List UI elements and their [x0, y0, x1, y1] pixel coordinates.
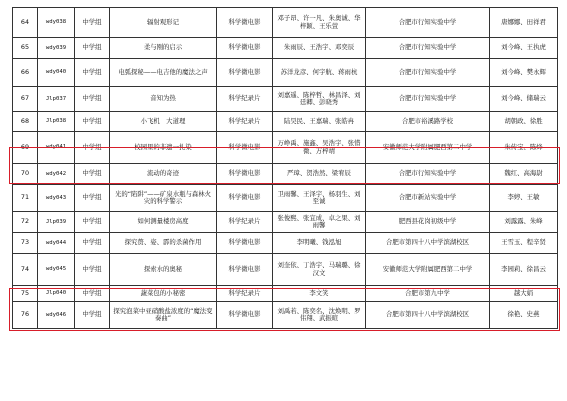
entry-code-cell: wdy043 [38, 185, 75, 212]
authors-cell: 朱雨辰、王浩宇、邓奕辰 [273, 38, 366, 59]
teachers-cell: 李婷、王敏 [490, 185, 558, 212]
work-title-cell: 校园里的非遗一扎染 [110, 132, 217, 164]
row-number-cell: 69 [13, 132, 38, 164]
table-row [13, 112, 558, 132]
entry-code-cell: wdy044 [38, 233, 75, 254]
authors-cell: 李文笑 [273, 286, 366, 302]
row-number-cell: 74 [13, 254, 38, 286]
work-title-cell: 如何测量楼房高度 [110, 212, 217, 233]
table-row [13, 233, 558, 254]
work-title-cell: 流动的奇迹 [110, 164, 217, 185]
table-row [13, 87, 558, 112]
authors-cell: 刘禹若、陈奕名、沈焕明、罗伟翔、武振暄 [273, 302, 366, 329]
work-type-cell: 科学微电影 [217, 164, 273, 185]
table-row [13, 38, 558, 59]
row-number-cell: 76 [13, 302, 38, 329]
authors-cell: 李明曦、钱泓旭 [273, 233, 366, 254]
authors-cell: 刘嘉遥、陈梓哲、林昌泽、刘廷卿、彭晓秀 [273, 87, 366, 112]
teachers-cell: 徐艳、史燕 [490, 302, 558, 329]
group-name-cell: 中学组 [75, 185, 110, 212]
group-name-cell: 中学组 [75, 59, 110, 87]
table-row [13, 286, 558, 302]
award-list-table [12, 7, 558, 329]
work-title-cell: 探究泡菜中亚硝酸盐浓度的“魔法变奏曲” [110, 302, 217, 329]
school-name-cell: 合肥市第四十八中学滨湖校区 [366, 233, 490, 254]
work-type-cell: 科学纪录片 [217, 286, 273, 302]
row-number-cell: 75 [13, 286, 38, 302]
work-type-cell: 科学纪录片 [217, 212, 273, 233]
work-title-cell: 探索水的奥秘 [110, 254, 217, 286]
group-name-cell: 中学组 [75, 164, 110, 185]
entry-code-cell: wdy038 [38, 8, 75, 38]
school-name-cell: 合肥市第九中学 [366, 286, 490, 302]
school-name-cell: 合肥市新站实验中学 [366, 185, 490, 212]
row-number-cell: 71 [13, 185, 38, 212]
school-name-cell: 肥西县花岗初级中学 [366, 212, 490, 233]
authors-cell: 苏洋龙彦、何宇航、蒋雨杭 [273, 59, 366, 87]
teachers-cell: 刘露露、朱峰 [490, 212, 558, 233]
table-row [13, 164, 558, 185]
teachers-cell: 越大娟 [490, 286, 558, 302]
group-name-cell: 中学组 [75, 112, 110, 132]
authors-cell: 卫雨馨、王泽宇、杨羽生、刘至诚 [273, 185, 366, 212]
table-row [13, 8, 558, 38]
group-name-cell: 中学组 [75, 233, 110, 254]
teachers-cell: 胡朝政、徐胜 [490, 112, 558, 132]
school-name-cell: 安徽师范大学附属肥西第二中学 [366, 254, 490, 286]
row-number-cell: 73 [13, 233, 38, 254]
row-number-cell: 66 [13, 59, 38, 87]
work-title-cell: 电弧探秘——电吉他的魔法之声 [110, 59, 217, 87]
entry-code-cell: Jlp040 [38, 286, 75, 302]
work-title-cell: 光的“陷阱”——矿泉水瓶与森林火灾的科学警示 [110, 185, 217, 212]
work-type-cell: 科学纪录片 [217, 112, 273, 132]
entry-code-cell: wdy040 [38, 59, 75, 87]
authors-cell: 刘奎依、丁浩宇、马瑞璐、徐汉文 [273, 254, 366, 286]
entry-code-cell: wdy041 [38, 132, 75, 164]
table-row [13, 185, 558, 212]
row-number-cell: 67 [13, 87, 38, 112]
group-name-cell: 中学组 [75, 132, 110, 164]
teachers-cell: 唐娜娜、田祥君 [490, 8, 558, 38]
authors-cell: 严璋、贺浩然、梁宥辰 [273, 164, 366, 185]
entry-code-cell: Jlp039 [38, 212, 75, 233]
row-number-cell: 65 [13, 38, 38, 59]
table-row [13, 302, 558, 329]
group-name-cell: 中学组 [75, 286, 110, 302]
work-type-cell: 科学微电影 [217, 132, 273, 164]
work-title-cell: 柔与刚的启示 [110, 38, 217, 59]
work-type-cell: 科学纪录片 [217, 87, 273, 112]
school-name-cell: 合肥市第四十八中学滨湖校区 [366, 302, 490, 329]
table-row [13, 212, 558, 233]
school-name-cell: 合肥市行知实验中学 [366, 38, 490, 59]
teachers-cell: 魏红、高海尉 [490, 164, 558, 185]
row-number-cell: 70 [13, 164, 38, 185]
work-title-cell: 辐射观形记 [110, 8, 217, 38]
work-type-cell: 科学微电影 [217, 185, 273, 212]
teachers-cell: 刘今峰、储瑞云 [490, 87, 558, 112]
work-type-cell: 科学微电影 [217, 233, 273, 254]
work-title-cell: 音知为热 [110, 87, 217, 112]
work-title-cell: 探究赘、姿、霹的杀菌作用 [110, 233, 217, 254]
group-name-cell: 中学组 [75, 212, 110, 233]
group-name-cell: 中学组 [75, 302, 110, 329]
table-row [13, 254, 558, 286]
entry-code-cell: wdy046 [38, 302, 75, 329]
row-number-cell: 64 [13, 8, 38, 38]
school-name-cell: 合肥市行知实验中学 [366, 8, 490, 38]
work-type-cell: 科学微电影 [217, 59, 273, 87]
teachers-cell: 王雪玉、程辛贤 [490, 233, 558, 254]
work-type-cell: 科学微电影 [217, 8, 273, 38]
work-type-cell: 科学微电影 [217, 38, 273, 59]
work-type-cell: 科学微电影 [217, 302, 273, 329]
group-name-cell: 中学组 [75, 254, 110, 286]
work-title-cell: 蔬菜包的小秘密 [110, 286, 217, 302]
authors-cell: 万峥禹、施鑫、吴浩宇、张惜微、万梓靖 [273, 132, 366, 164]
table-body [13, 8, 558, 329]
row-number-cell: 72 [13, 212, 38, 233]
authors-cell: 张俊熙、张宜成、卓之果、刘雨馨 [273, 212, 366, 233]
entry-code-cell: wdy039 [38, 38, 75, 59]
entry-code-cell: Jlp037 [38, 87, 75, 112]
row-number-cell: 68 [13, 112, 38, 132]
group-name-cell: 中学组 [75, 38, 110, 59]
authors-cell: 邓子昂、许一凡、朱奥诚、华梓颖、王乐萱 [273, 8, 366, 38]
teachers-cell: 李园莉、徐昌云 [490, 254, 558, 286]
school-name-cell: 合肥市行知实验中学 [366, 59, 490, 87]
school-name-cell: 合肥市裕溪路学校 [366, 112, 490, 132]
school-name-cell: 合肥市行知实验中学 [366, 87, 490, 112]
entry-code-cell: Jlp038 [38, 112, 75, 132]
group-name-cell: 中学组 [75, 8, 110, 38]
authors-cell: 陆昊民、王嘉瑞、张皓冉 [273, 112, 366, 132]
table-row [13, 132, 558, 164]
work-type-cell: 科学微电影 [217, 254, 273, 286]
group-name-cell: 中学组 [75, 87, 110, 112]
table-row [13, 59, 558, 87]
teachers-cell: 刘今峰、王执虎 [490, 38, 558, 59]
school-name-cell: 安徽师范大学附属肥西第二中学 [366, 132, 490, 164]
work-title-cell: 小飞机 大道理 [110, 112, 217, 132]
teachers-cell: 朱传宝、陈烽 [490, 132, 558, 164]
school-name-cell: 合肥市行知实验中学 [366, 164, 490, 185]
entry-code-cell: wdy045 [38, 254, 75, 286]
entry-code-cell: wdy042 [38, 164, 75, 185]
teachers-cell: 刘今峰、樊永辉 [490, 59, 558, 87]
